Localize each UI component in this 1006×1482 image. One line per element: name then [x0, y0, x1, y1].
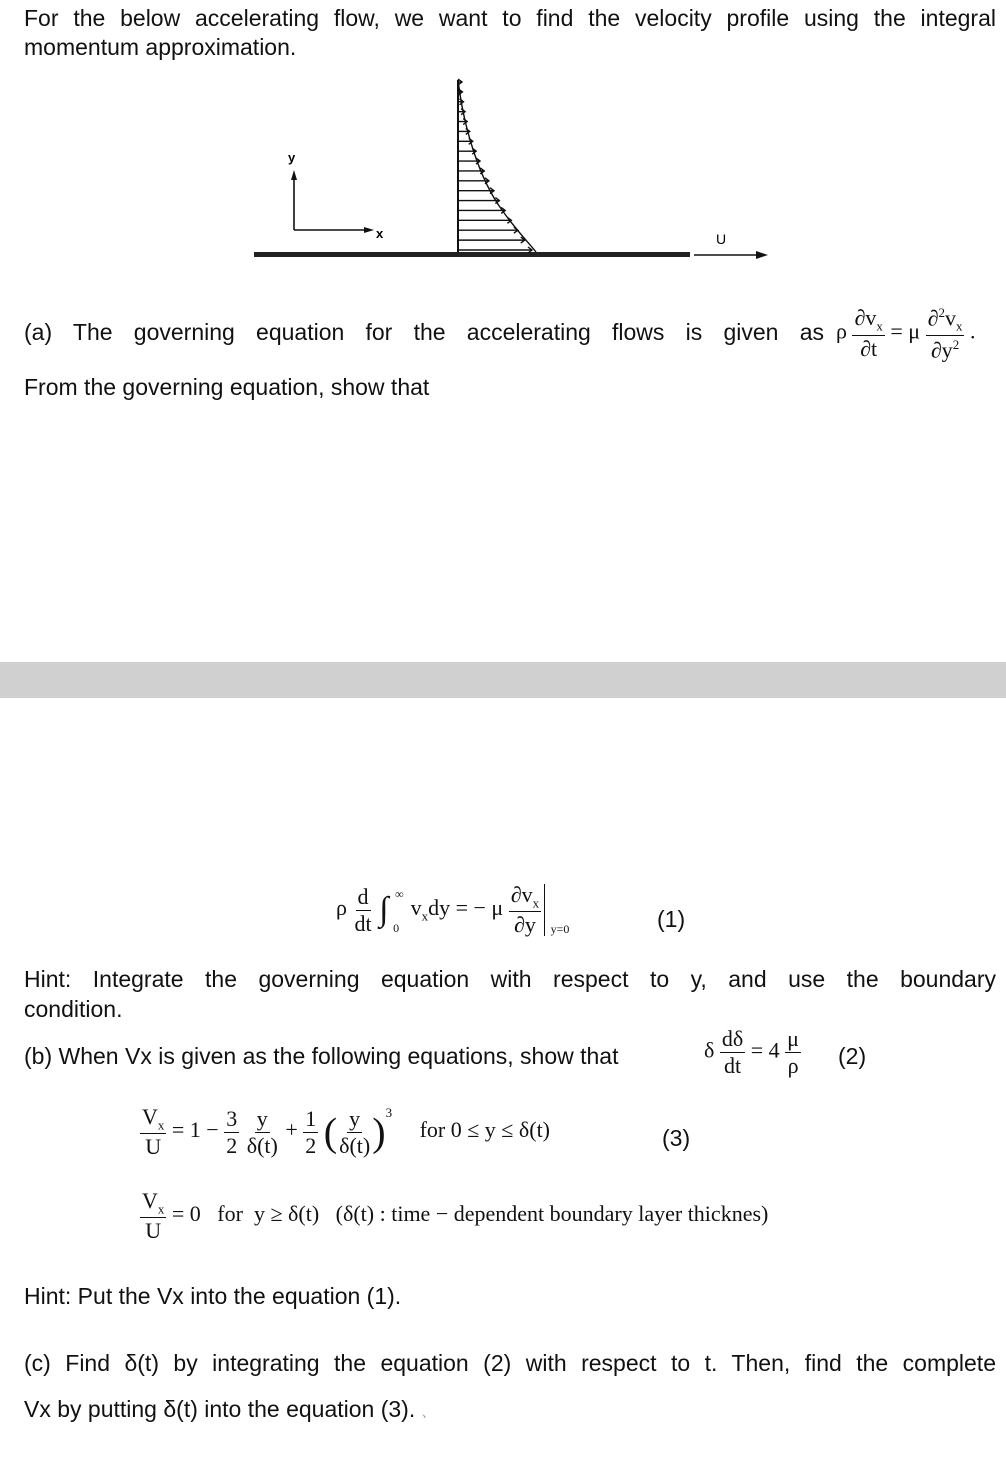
equation-1 [336, 884, 569, 954]
y-symbol: y [349, 1105, 361, 1131]
x-subscript: x [157, 1201, 165, 1217]
equals-one-minus: = 1 − [171, 1117, 219, 1143]
intro-line-2: momentum approximation. [24, 34, 297, 60]
three-halves [224, 1105, 239, 1158]
one-half [303, 1105, 318, 1158]
equation-3-number: (3) [662, 1125, 691, 1151]
dt-symbol: dt [354, 910, 372, 936]
velocity-profile-arrows [458, 79, 532, 253]
v-symbol: v [410, 895, 422, 921]
vx-u-fraction [140, 1190, 166, 1242]
page-break-band [0, 662, 1006, 698]
part-c-line-1: (c) Find δ(t) by integrating the equation (2) with respect to t. Then, find the complete [24, 1350, 996, 1376]
dvx-dt-fraction [852, 307, 884, 359]
trailing-mark: 、 [421, 1404, 436, 1420]
part-c-line-2-text: Vx by putting δ(t) into the equation (3). [24, 1396, 416, 1422]
u-label: U [716, 231, 727, 247]
period: . [969, 318, 976, 344]
equation-3 [140, 1106, 550, 1158]
v-symbol: v [944, 305, 956, 331]
delta-symbol: δ [704, 1037, 715, 1063]
rho-symbol: ρ [836, 318, 847, 344]
equation-2 [704, 1028, 801, 1077]
one: 1 [305, 1105, 317, 1131]
part-b-text: (b) When Vx is given as the following equations, show that [24, 1043, 619, 1069]
delta-t: δ(t) [246, 1132, 278, 1158]
hint-1-line-1: Hint: Integrate the governing equation with respect to y, and use the boundary [24, 966, 996, 992]
part-a-line-1: (a) The governing equation for the accelerating flows is given as [24, 319, 824, 345]
partial-vx: ∂v [854, 305, 877, 331]
x-subscript: x [876, 318, 883, 334]
equation-2-number: (2) [838, 1043, 867, 1069]
x-subscript: x [421, 908, 429, 924]
y-axis-label: y [288, 150, 296, 165]
rho-symbol: ρ [787, 1053, 799, 1078]
dy-symbol: dy [428, 895, 451, 921]
equals-4: = 4 [750, 1037, 780, 1063]
integral-sign [379, 887, 405, 936]
v-symbol: V [142, 1188, 158, 1213]
partial-vx: ∂v [510, 882, 533, 907]
two: 2 [226, 1132, 238, 1158]
partial-y: ∂y [513, 912, 536, 938]
mu-rho-fraction [785, 1028, 801, 1077]
flow-figure [250, 70, 780, 270]
d-symbol: d [357, 883, 369, 909]
evaluation-bound: y=0 [550, 922, 570, 937]
d-dt-fraction [352, 883, 373, 936]
delta-t: δ(t) [339, 1132, 371, 1158]
u-symbol: U [145, 1218, 162, 1244]
ddelta-dt-fraction [720, 1028, 745, 1077]
upper-limit: ∞ [395, 887, 404, 902]
dvx-dy-fraction [509, 884, 545, 936]
v-symbol: V [142, 1104, 158, 1129]
part-c-line-2 [24, 1395, 436, 1427]
x-subscript: x [532, 895, 540, 911]
rho-symbol: ρ [336, 895, 347, 921]
x-subscript: x [157, 1117, 165, 1133]
equals-minus-mu: = − μ [455, 895, 504, 921]
mu-symbol: μ [787, 1026, 799, 1051]
x-subscript: x [955, 318, 963, 334]
y-symbol: y [256, 1105, 268, 1131]
dt: dt [724, 1053, 742, 1078]
three: 3 [226, 1105, 238, 1131]
partial-symbol: ∂ [927, 305, 939, 331]
equation-outer [140, 1190, 768, 1242]
two: 2 [305, 1132, 317, 1158]
equals-mu: = μ [890, 318, 921, 344]
left-paren: ( [323, 1109, 338, 1155]
cube-exponent: 3 [385, 1104, 393, 1120]
u-symbol: U [145, 1134, 162, 1160]
governing-equation [836, 306, 975, 361]
plus: + [285, 1117, 298, 1143]
part-a-line-2: From the governing equation, show that [24, 374, 430, 400]
y-over-delta-cubed [337, 1105, 372, 1158]
domain-condition: for 0 ≤ y ≤ δ(t) [419, 1117, 551, 1143]
partial-y: ∂y [930, 337, 953, 363]
hint-2: Hint: Put the Vx into the equation (1). [24, 1283, 402, 1309]
wall-plate [254, 252, 690, 257]
x-axis-label: x [376, 226, 384, 241]
outer-condition: = 0 for y ≥ δ(t) (δ(t) : time − dependent boundary layer thicknes) [171, 1201, 769, 1227]
integral-glyph: ∫ [379, 891, 389, 929]
intro-line-1: For the below accelerating flow, we want to find the velocity profile using the integral [24, 5, 996, 31]
hint-1-line-2: condition. [24, 996, 123, 1022]
ddelta: dδ [721, 1026, 744, 1051]
d2vx-dy2-fraction [926, 306, 965, 361]
equation-1-number: (1) [657, 906, 686, 932]
right-paren: ) [372, 1109, 386, 1155]
sq-sup: 2 [952, 336, 960, 352]
sq-sup: 2 [938, 305, 945, 320]
partial-t: ∂t [860, 335, 878, 361]
lower-limit: 0 [393, 921, 400, 936]
vx-u-fraction [140, 1106, 166, 1158]
y-over-delta [245, 1105, 280, 1158]
